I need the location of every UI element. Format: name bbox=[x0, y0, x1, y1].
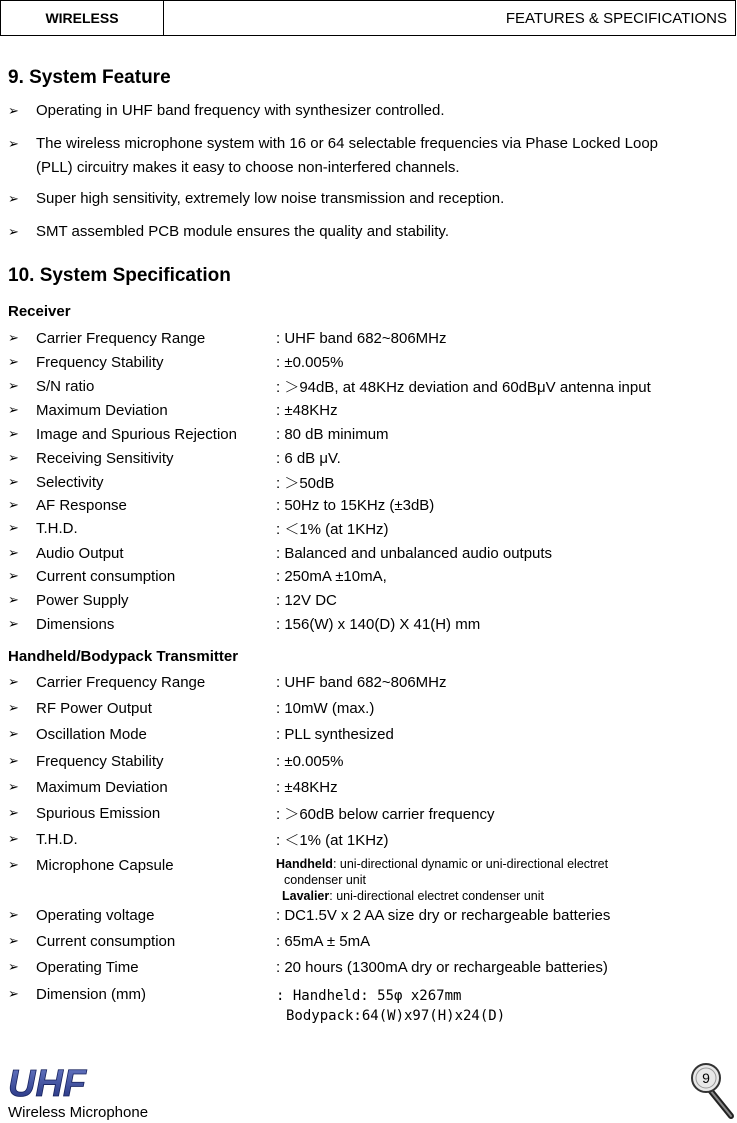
spec-label: Spurious Emission bbox=[36, 804, 161, 822]
spec-row bbox=[8, 723, 394, 745]
arrow-bullet-icon: ➢ bbox=[8, 545, 19, 560]
arrow-bullet-icon: ➢ bbox=[8, 674, 19, 689]
spec-label: Dimension (mm) bbox=[36, 985, 147, 1003]
feature-item: ➢ Super high sensitivity, extremely low noise transmission and reception. bbox=[8, 187, 686, 211]
spec-row bbox=[8, 613, 481, 635]
arrow-bullet-icon: ➢ bbox=[8, 726, 19, 741]
section9-title: 9. System Feature bbox=[8, 67, 171, 88]
spec-row bbox=[8, 930, 371, 952]
spec-value: : ±0.005% bbox=[276, 752, 344, 770]
spec-label: Image and Spurious Rejection bbox=[36, 425, 237, 443]
spec-label: Maximum Deviation bbox=[36, 778, 168, 796]
arrow-bullet-icon: ➢ bbox=[8, 136, 19, 151]
arrow-bullet-icon: ➢ bbox=[8, 354, 19, 369]
spec-value: : ±0.005% bbox=[276, 353, 344, 371]
spec-label: Operating Time bbox=[36, 958, 139, 976]
spec-value: : UHF band 682~806MHz bbox=[276, 673, 447, 691]
arrow-bullet-icon: ➢ bbox=[8, 700, 19, 715]
arrow-bullet-icon: ➢ bbox=[8, 831, 19, 846]
spec-label: Current consumption bbox=[36, 567, 176, 585]
arrow-bullet-icon: ➢ bbox=[8, 474, 19, 489]
spec-row bbox=[8, 517, 389, 539]
spec-value: : 12V DC bbox=[276, 591, 337, 609]
spec-label: Carrier Frequency Range bbox=[36, 329, 206, 347]
arrow-bullet-icon: ➢ bbox=[8, 426, 19, 441]
spec-row bbox=[8, 471, 335, 493]
spec-row bbox=[8, 447, 341, 469]
spec-label: Dimensions bbox=[36, 615, 115, 633]
spec-label: Selectivity bbox=[36, 473, 104, 491]
arrow-bullet-icon: ➢ bbox=[8, 224, 19, 239]
arrow-bullet-icon: ➢ bbox=[8, 520, 19, 535]
arrow-bullet-icon: ➢ bbox=[8, 753, 19, 768]
spec-value: : ＜1% (at 1KHz) bbox=[276, 520, 389, 538]
spec-label: Power Supply bbox=[36, 591, 129, 609]
spec-label: Frequency Stability bbox=[36, 752, 164, 770]
arrow-bullet-icon: ➢ bbox=[8, 779, 19, 794]
arrow-bullet-icon: ➢ bbox=[8, 568, 19, 583]
arrow-bullet-icon: ➢ bbox=[8, 378, 19, 393]
spec-row bbox=[8, 828, 389, 850]
spec-value: : Balanced and unbalanced audio outputs bbox=[276, 544, 553, 562]
spec-label: T.H.D. bbox=[36, 519, 78, 537]
spec-row bbox=[8, 327, 447, 349]
spec-value: : 250mA ±10mA, bbox=[276, 567, 387, 585]
arrow-bullet-icon: ➢ bbox=[8, 330, 19, 345]
spec-value: : ±48KHz bbox=[276, 401, 338, 419]
spec-row-dimension bbox=[8, 983, 147, 1005]
spec-value: : 20 hours (1300mA dry or rechargeable batteries) bbox=[276, 958, 608, 976]
spec-row bbox=[8, 697, 375, 719]
spec-value: : 156(W) x 140(D) X 41(H) mm bbox=[276, 615, 481, 633]
spec-value: : ＞50dB bbox=[276, 474, 335, 492]
spec-value: : ＜1% (at 1KHz) bbox=[276, 831, 389, 849]
arrow-bullet-icon: ➢ bbox=[8, 191, 19, 206]
spec-row bbox=[8, 589, 337, 611]
spec-value: : ＞94dB, at 48KHz deviation and 60dBμV antenna input bbox=[276, 378, 651, 396]
spec-row bbox=[8, 802, 495, 824]
transmitter-heading: Handheld/Bodypack Transmitter bbox=[8, 648, 239, 665]
feature-item: ➢ SMT assembled PCB module ensures the quality and stability. bbox=[8, 220, 686, 244]
spec-label: RF Power Output bbox=[36, 699, 152, 717]
arrow-bullet-icon: ➢ bbox=[8, 857, 19, 872]
spec-label: Oscillation Mode bbox=[36, 725, 147, 743]
spec-label: Frequency Stability bbox=[36, 353, 164, 371]
arrow-bullet-icon: ➢ bbox=[8, 959, 19, 974]
microphone-icon bbox=[690, 1062, 735, 1120]
spec-row bbox=[8, 542, 553, 564]
spec-row bbox=[8, 423, 389, 445]
feature-item: ➢ Operating in UHF band frequency with synthesizer controlled. bbox=[8, 99, 686, 123]
spec-value: : 6 dB μV. bbox=[276, 449, 341, 467]
spec-row bbox=[8, 494, 435, 516]
spec-label: Microphone Capsule bbox=[36, 856, 174, 874]
dimension-value: : Handheld: 55φ x267mm Bodypack:64(W)x97(H)x24(D) bbox=[276, 988, 506, 1024]
arrow-bullet-icon: ➢ bbox=[8, 933, 19, 948]
header-section-label: WIRELESS bbox=[1, 1, 164, 35]
capsule-value: Handheld: uni-directional dynamic or uni-directional electret condenser unit Lavalier: uni-directional electret condenser unit bbox=[276, 857, 609, 903]
arrow-bullet-icon: ➢ bbox=[8, 497, 19, 512]
spec-row bbox=[8, 375, 651, 397]
spec-label: Carrier Frequency Range bbox=[36, 673, 206, 691]
spec-value: : 65mA ± 5mA bbox=[276, 932, 371, 950]
spec-row bbox=[8, 351, 344, 373]
section10-title: 10. System Specification bbox=[8, 265, 231, 286]
feature-item: ➢ The wireless microphone system with 16 or 64 selectable frequencies via Phase Locked Loop (PLL) circuitry makes it easy to choose non-interfered channels. bbox=[8, 132, 686, 180]
spec-value: : 10mW (max.) bbox=[276, 699, 375, 717]
arrow-bullet-icon: ➢ bbox=[8, 402, 19, 417]
uhf-logo bbox=[7, 1063, 87, 1105]
arrow-bullet-icon: ➢ bbox=[8, 805, 19, 820]
spec-row-capsule bbox=[8, 854, 174, 876]
spec-row bbox=[8, 956, 608, 978]
spec-row bbox=[8, 750, 344, 772]
spec-row bbox=[8, 671, 447, 693]
arrow-bullet-icon: ➢ bbox=[8, 616, 19, 631]
spec-row bbox=[8, 904, 611, 926]
spec-label: Operating voltage bbox=[36, 906, 155, 924]
svg-text:UHF: UHF bbox=[8, 1063, 87, 1105]
page-header bbox=[0, 0, 736, 36]
arrow-bullet-icon: ➢ bbox=[8, 103, 19, 118]
spec-value: : PLL synthesized bbox=[276, 725, 394, 743]
arrow-bullet-icon: ➢ bbox=[8, 986, 19, 1001]
spec-label: S/N ratio bbox=[36, 377, 95, 395]
spec-label: AF Response bbox=[36, 496, 127, 514]
arrow-bullet-icon: ➢ bbox=[8, 907, 19, 922]
spec-label: Receiving Sensitivity bbox=[36, 449, 174, 467]
page-number: 9 bbox=[702, 1070, 710, 1086]
receiver-heading: Receiver bbox=[8, 303, 71, 320]
spec-value: : ＞60dB below carrier frequency bbox=[276, 805, 495, 823]
spec-label: Audio Output bbox=[36, 544, 124, 562]
spec-row bbox=[8, 565, 387, 587]
header-title: FEATURES & SPECIFICATIONS bbox=[505, 9, 727, 27]
spec-value: : 50Hz to 15KHz (±3dB) bbox=[276, 496, 435, 514]
spec-value: : 80 dB minimum bbox=[276, 425, 389, 443]
footer-caption: Wireless Microphone bbox=[8, 1104, 149, 1121]
spec-label: T.H.D. bbox=[36, 830, 78, 848]
spec-value: : DC1.5V x 2 AA size dry or rechargeable batteries bbox=[276, 906, 611, 924]
spec-row bbox=[8, 776, 338, 798]
spec-label: Current consumption bbox=[36, 932, 176, 950]
spec-row bbox=[8, 399, 338, 421]
spec-value: : ±48KHz bbox=[276, 778, 338, 796]
arrow-bullet-icon: ➢ bbox=[8, 450, 19, 465]
spec-label: Maximum Deviation bbox=[36, 401, 168, 419]
spec-value: : UHF band 682~806MHz bbox=[276, 329, 447, 347]
arrow-bullet-icon: ➢ bbox=[8, 592, 19, 607]
